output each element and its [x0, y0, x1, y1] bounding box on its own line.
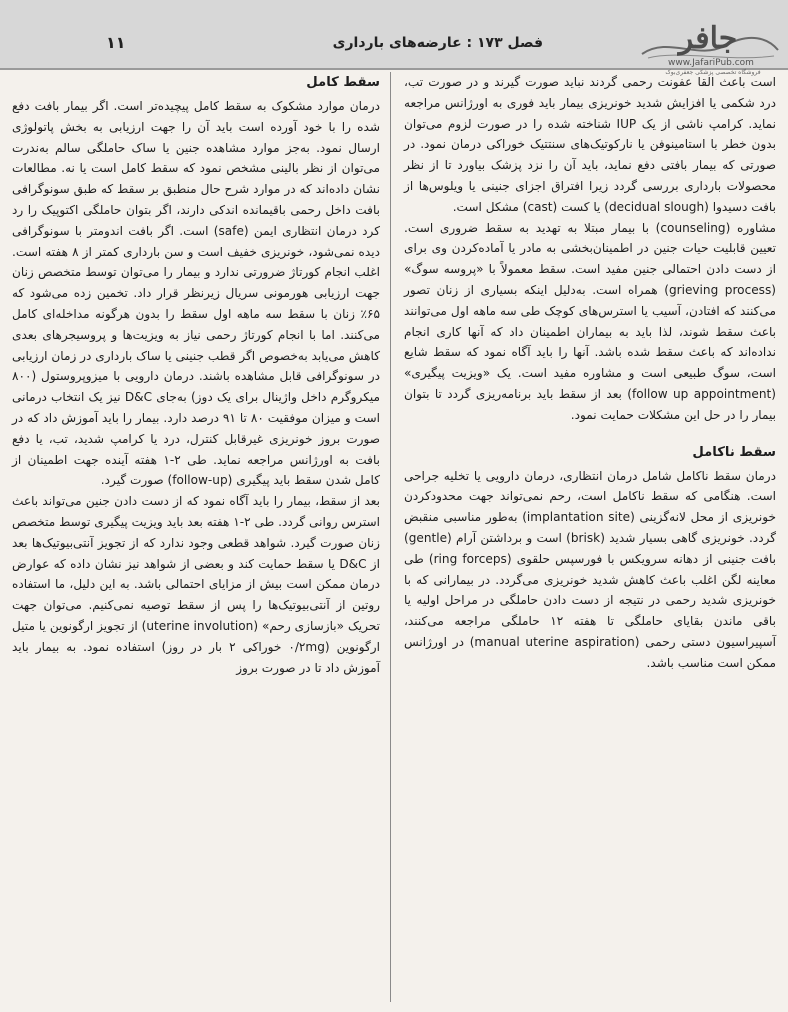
right-paragraph-2: مشاوره (counseling) با بیمار مبتلا به تهدید به سقط ضروری است. تعیین قابلیت حیات جنین در اطمینان‌بخشی به مادر یا آماده‌کردن وی برای از دست دادن احتمالی جنین مفید است. سقط معمولاً با «پروسه سوگ» (grieving process) همراه است. به‌دلیل اینکه بسیاری از زنان تصور می‌کنند که افتادن، آسیب یا استرس‌های کوچک طی سه ماهه اول می‌توانند باعث سقط شوند، لذا باید به بیماران اطمینان داد که آنها کاری انجام نداده‌اند که باعث سقط شده باشد. آنها را باید آگاه نمود که سقط شایع است، سوگ طبیعی است و مشاوره مفید است. یک «ویزیت پیگیری» (follow up appointment) بعد از سقط باید برنامه‌ریزی گردد تا بتوان بیمار را در حل این مشکلات حمایت نمود.: [404, 220, 776, 422]
page-number: ۱۱: [106, 33, 126, 52]
publisher-logo: [638, 22, 780, 76]
logo-subtitle: فروشگاه تخصصی پزشکی جعفری‌بوک: [665, 69, 761, 76]
logo-mark: جافر: [678, 21, 738, 56]
right-column: [404, 72, 776, 674]
left-paragraph-2: بعد از سقط، بیمار را باید آگاه نمود که از دست دادن جنین می‌تواند باعث استرس روانی گردد. طی ۲-۱ هفته بعد باید ویزیت پیگیری توسط متخصص زنان صورت گیرد. شواهد قطعی وجود ندارد که از تجویز آنتی‌بیوتیک‌ها بعد از D&C یا سقط حمایت کند و بعضی از شواهد نیز نشان داده که عوارض درمان ممکن است بیش از مزایای احتمالی باشد. به این دلیل، ما استفاده روتین از آنتی‌بیوتیک‌ها را پس از سقط توصیه نمی‌کنیم. می‌توان جهت تحریک «بازسازی رحم» (uterine involution) از تجویز ارگونوین یا متیل ارگونوین (۰/۲mg خوراکی ۲ بار در روز) استفاده نمود. به بیمار باید آموزش داد تا در صورت بروز: [12, 494, 381, 675]
right-paragraph-1: است باعث القا عفونت رحمی گردند نباید صورت گیرند و در صورت تب، درد شکمی یا افزایش شدید خونریزی بیمار باید فوری به اورژانس مراجعه نماید. کرامپ ناشی از یک IUP شناخته شده را در صورت لزوم می‌توان بدون خطر با استامینوفن یا نارکوتیک‌های سنتتیک خوراکی درمان نمود. در صورتی که بیمار بافتی دفع نماید، باید آن را نزد پزشک بیاورد تا از نظر محصولات بارداری بررسی گردد زیرا افتراق اجزای جنینی یا ویلوس‌ها از بافت دسیدوا (decidual slough) یا کست (cast) مشکل است.: [404, 75, 776, 214]
logo-url: www.JafariPub.com: [668, 58, 754, 68]
right-paragraph-3: درمان سقط ناکامل شامل درمان انتظاری، درمان دارویی یا تخلیه جراحی است. هنگامی که سقط ناکامل است، رحم نمی‌تواند جهت محدودکردن خونریزی از محل لانه‌گزینی (implantation site) به‌طور مناسبی منقبض گردد. خونریزی گاهی بسیار شدید (brisk) است و برداشتن آرام (gentle) بافت جنینی از دهانه سرویکس با فورسپس حلقوی (ring forceps) طی معاینه لگن اغلب باعث کاهش شدید خونریزی می‌گردد. در بیمارانی که با خونریزی شدید رحمی در نتیجه از دست دادن حاملگی در مراحل اولیه یا باقی ماندن بقایای حاملگی تا هفته ۱۲ حاملگی مراجعه می‌کنند، آسپیراسیون دستی رحمی (manual uterine aspiration) در اورژانس ممکن است مناسب باشد.: [404, 468, 777, 670]
column-divider: [390, 72, 391, 1002]
chapter-title: فصل ۱۷۳ : عارضه‌های بارداری: [332, 35, 543, 51]
left-column: [12, 72, 380, 678]
heading-incomplete-abortion: سقط ناکامل: [692, 444, 776, 460]
heading-complete-abortion: سقط کامل: [306, 75, 380, 90]
left-paragraph-1: درمان موارد مشکوک به سقط کامل پیچیده‌تر است. اگر بیمار بافت دفع شده را با خود آورده است باید آن را جهت ارزیابی به بخش پاتولوژی ارسال نمود. به‌جز موارد مشاهده جنین یا ساک حاملگی سالم به‌ندرت می‌توان از نظر بالینی مشخص نمود که سقط کامل است یا نه. مطالعات نشان داده‌اند که در موارد شرح حال منطبق بر سقط که طبق سونوگرافی بافت داخل رحمی باقیمانده اندکی دارند، اگر بتوان حاملگی اکتوپیک را رد کرد درمان انتظاری ایمن (safe) است. اگر بافت اندومتر با سونوگرافی دیده نمی‌شود، خونریزی خفیف است و سن بارداری کمتر از ۸ هفته است. اغلب انجام کورتاژ ضرورتی ندارد و بیمار را می‌توان توسط متخصص زنان جهت ارزیابی هورمونی سریال زیرنظر قرار داد. تخمین زده می‌شود که ۶۵٪ زنان با سقط سه ماهه اول سقط را بدون هرگونه مداخله‌ای کامل می‌کنند. اما با انجام کورتاژ رحمی نیاز به ویزیت‌ها و پروسیجرهای بعدی کاهش می‌یابد به‌خصوص اگر قطب جنینی یا ساک بارداری در زمان ارزیابی در سونوگرافی قابل مشاهده باشند. درمان دارویی با میزوپروستول (۸۰۰ میکروگرم داخل واژینال برای یک دوز) به‌جای D&C نیز یک انتخاب درمانی است و میزان موفقیت ۸۰ تا ۹۱ درصد دارد. بیمار را باید آموزش داد که در صورت بروز خونریزی غیرقابل کنترل، درد یا کرامپ شدید، تب، یا دفع بافت به اورژانس مراجعه نماید. طی ۲-۱ هفته آینده جهت اطمینان از کامل شدن سقط باید پیگیری (follow-up) صورت گیرد.: [12, 99, 381, 488]
